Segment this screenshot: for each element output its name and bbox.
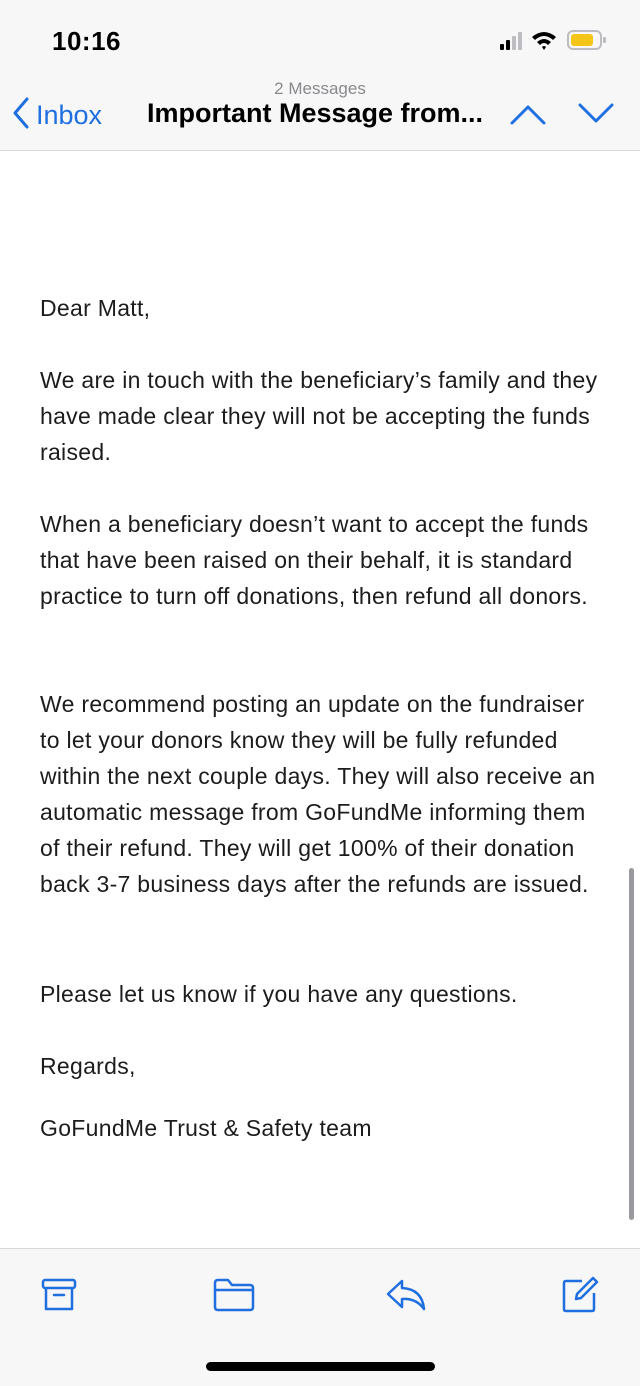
email-paragraph: Please let us know if you have any questions. — [40, 981, 518, 1007]
next-message-button[interactable] — [576, 99, 616, 129]
back-label: Inbox — [36, 99, 103, 130]
chevron-up-icon — [508, 99, 548, 129]
email-signature: GoFundMe Trust & Safety team — [40, 1115, 372, 1141]
email-paragraph: When a beneficiary doesn’t want to accept the funds that have been raised on their behalf, it is standard practice to turn off donations, then refund all donors. — [40, 511, 589, 609]
email-subject-title: Important Message from... — [147, 98, 484, 128]
scrollbar[interactable] — [629, 868, 634, 1220]
cellular-signal-icon — [500, 32, 522, 50]
message-count: 2 Messages — [274, 79, 366, 98]
compose-icon — [560, 1275, 600, 1315]
folder-icon — [212, 1275, 256, 1315]
status-icons — [500, 28, 610, 54]
previous-message-button[interactable] — [508, 99, 548, 129]
email-greeting: Dear Matt, — [40, 295, 151, 321]
top-bar — [0, 0, 640, 151]
email-closing: Regards, — [40, 1053, 136, 1079]
archive-icon — [40, 1275, 80, 1315]
chevron-down-icon — [576, 99, 616, 129]
chevron-left-icon — [12, 96, 30, 135]
email-paragraph: We are in touch with the beneficiary’s family and they have made clear they will not be accepting the funds raised. — [40, 367, 598, 465]
back-to-inbox-button[interactable] — [12, 95, 102, 135]
archive-button[interactable] — [40, 1275, 84, 1319]
status-time: 10:16 — [52, 26, 121, 56]
reply-button[interactable] — [384, 1275, 428, 1319]
home-indicator[interactable] — [206, 1362, 435, 1371]
move-to-folder-button[interactable] — [212, 1275, 256, 1319]
email-paragraph: We recommend posting an update on the fundraiser to let your donors know they will be fully refunded within the next couple days. They will also receive an automatic message from GoFundMe informing them of their refund. They will get 100% of their donation back 3-7 business days after the refunds are issued. — [40, 691, 596, 897]
reply-icon — [384, 1275, 428, 1315]
wifi-icon — [532, 32, 556, 50]
battery-icon — [568, 31, 606, 49]
compose-button[interactable] — [560, 1275, 604, 1319]
